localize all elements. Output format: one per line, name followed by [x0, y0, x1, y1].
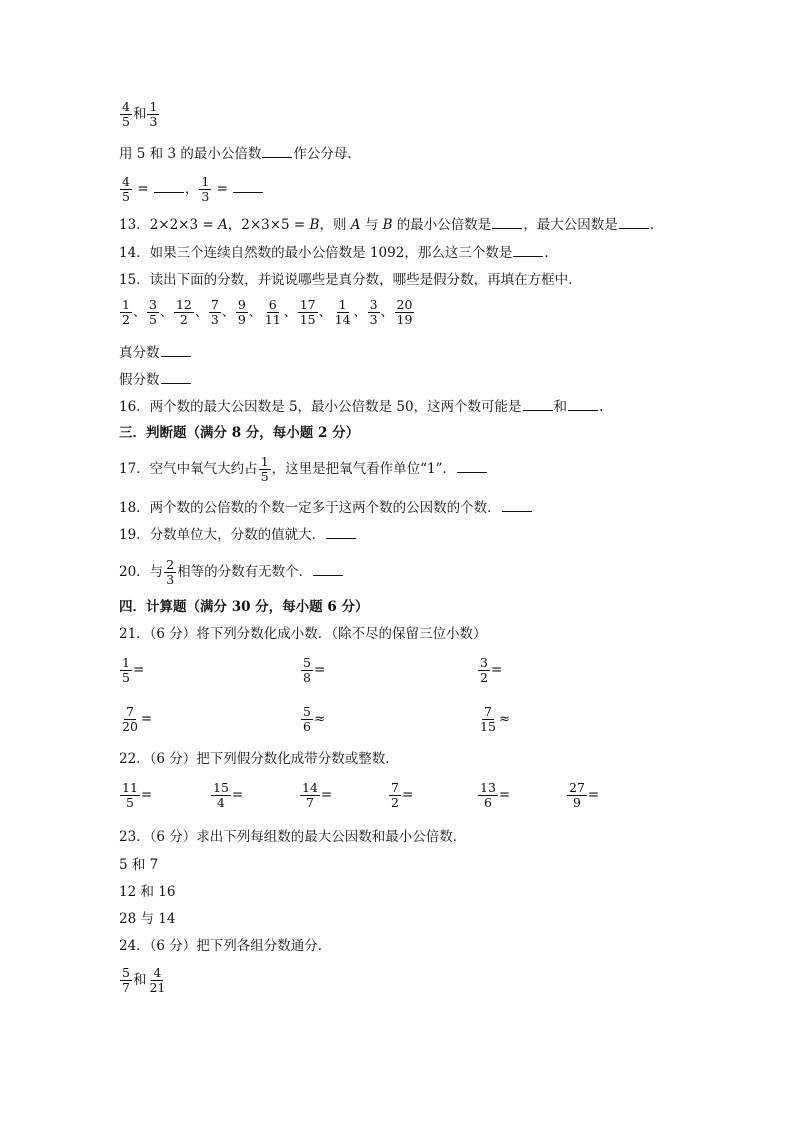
- q22-item: [210, 781, 243, 810]
- separator: 、: [248, 305, 262, 320]
- fraction: [297, 297, 319, 327]
- separator: 、: [221, 305, 235, 320]
- fraction: $\frac{2}{3}$: [166, 557, 175, 587]
- fraction-stack: $\frac{1}{2}$: [122, 297, 130, 327]
- q22-item: [566, 781, 599, 810]
- fraction: [566, 780, 600, 810]
- fraction-stack: $\frac{7}{15}$: [480, 704, 496, 734]
- fraction-stack: $\frac{12}{2}$: [175, 297, 192, 327]
- operator: =: [140, 787, 153, 803]
- question-20: 20．与 $\frac{2}{3}$ 相等的分数有无数个．: [119, 558, 344, 587]
- q24-fraction-pair: $\frac{5}{7}$ 和 $\frac{4}{21}$: [122, 965, 166, 995]
- fraction: [119, 297, 133, 327]
- answer-blank[interactable]: [568, 396, 598, 411]
- operator: ≈: [313, 711, 326, 727]
- operator: =: [498, 787, 511, 803]
- question-23: 23．（6 分）求出下列每组数的最大公因数和最小公倍数．: [119, 829, 467, 845]
- fraction-stack: $\frac{15}{4}$: [213, 780, 229, 810]
- fraction: $\frac{4}{5}$: [122, 174, 130, 204]
- operator: =: [313, 662, 326, 678]
- answer-blank[interactable]: [502, 497, 532, 512]
- fraction-stack: $\frac{7}{20}$: [122, 704, 138, 734]
- operator: ≈: [498, 711, 511, 727]
- q15-improper-fractions: 假分数: [119, 369, 192, 390]
- fraction-stack: $\frac{1}{14}$: [334, 297, 351, 327]
- fraction: [119, 655, 145, 685]
- operator: =: [587, 787, 600, 803]
- fraction-stack: $\frac{9}{9}$: [237, 297, 246, 327]
- fraction-stack: $\frac{13}{6}$: [480, 780, 496, 810]
- question-14: 14．如果三个连续自然数的最小公倍数是 1092，那么这三个数是 .: [119, 242, 549, 263]
- answer-blank[interactable]: [262, 143, 292, 158]
- q23-group-3: 28 与 14: [119, 911, 176, 927]
- q22-item: [299, 781, 332, 810]
- operator: =: [140, 711, 153, 727]
- answer-blank[interactable]: [161, 369, 191, 384]
- q21-item: [300, 705, 325, 734]
- question-17: 17．空气中氧气大约占 $\frac{1}{5}$ ，这里是把氧气看作单位“1”．: [119, 455, 488, 484]
- fraction: [477, 655, 503, 685]
- section-4-heading: 四．计算题（满分 30 分，每小题 6 分）: [119, 599, 369, 615]
- operator: =: [320, 787, 333, 803]
- separator: 、: [159, 305, 173, 320]
- answer-blank[interactable]: [523, 396, 553, 411]
- fraction: [477, 704, 511, 734]
- q21-item: [477, 705, 510, 734]
- q15-fraction-list: [119, 298, 415, 327]
- fraction-stack: $\frac{6}{11}$: [264, 297, 281, 327]
- fraction: [299, 780, 333, 810]
- operator: =: [231, 787, 244, 803]
- fraction: [146, 297, 160, 327]
- q22-item: [477, 781, 510, 810]
- q21-item: [119, 705, 152, 734]
- q21-item: [300, 656, 325, 685]
- answer-blank[interactable]: [326, 524, 356, 539]
- q12-equations: $\frac{4}{5}$ = ， $\frac{1}{3}$ =: [119, 175, 264, 204]
- fraction-stack: $\frac{14}{7}$: [302, 780, 318, 810]
- fraction-stack: $\frac{11}{5}$: [122, 780, 138, 810]
- fraction-stack: $\frac{27}{9}$: [569, 780, 585, 810]
- fraction-stack: $\frac{7}{2}$: [391, 780, 399, 810]
- fraction: $\frac{5}{7}$: [122, 965, 130, 995]
- fraction-stack: $\frac{5}{6}$: [303, 704, 311, 734]
- fraction: [388, 780, 414, 810]
- operator: =: [490, 662, 503, 678]
- fraction: $\frac{1}{5}$: [260, 454, 269, 484]
- fraction: [367, 297, 381, 327]
- fraction: $\frac{1}{3}$: [201, 174, 210, 204]
- answer-blank[interactable]: [161, 342, 191, 357]
- q23-group-2: 12 和 16: [119, 884, 176, 900]
- fraction: [235, 297, 249, 327]
- fraction-stack: $\frac{17}{15}$: [299, 297, 316, 327]
- question-19: 19．分数单位大，分数的值就大．: [119, 524, 357, 545]
- fraction-stack: $\frac{3}{2}$: [480, 655, 488, 685]
- answer-blank[interactable]: [313, 561, 343, 576]
- separator: 、: [353, 305, 367, 320]
- answer-blank[interactable]: [457, 458, 487, 473]
- answer-blank[interactable]: [619, 214, 649, 229]
- answer-blank[interactable]: [492, 214, 522, 229]
- fraction: [173, 297, 195, 327]
- fraction-stack: $\frac{3}{3}$: [369, 297, 378, 327]
- separator: 、: [283, 305, 297, 320]
- fraction-stack: $\frac{5}{8}$: [303, 655, 311, 685]
- fraction: $\frac{4}{21}$: [149, 965, 166, 995]
- section-3-heading: 三．判断题（满分 8 分，每小题 2 分）: [119, 425, 360, 441]
- fraction-stack: $\frac{20}{19}$: [396, 297, 413, 327]
- fraction: $\frac{4}{5}$: [122, 99, 130, 129]
- fraction: [394, 297, 416, 327]
- q23-group-1: 5 和 7: [119, 857, 159, 873]
- fraction: [477, 780, 511, 810]
- answer-blank[interactable]: [513, 242, 543, 257]
- question-15: 15．读出下面的分数，并说说哪些是真分数，哪些是假分数，再填在方框中.: [119, 272, 573, 288]
- q22-item: [119, 781, 152, 810]
- operator: =: [401, 787, 414, 803]
- answer-blank[interactable]: [233, 178, 263, 193]
- fraction: [262, 297, 284, 327]
- fraction: [300, 704, 326, 734]
- question-22: 22．（6 分）把下列假分数化成带分数或整数．: [119, 751, 399, 767]
- fraction: $\frac{1}{3}$: [149, 99, 158, 129]
- fraction-stack: $\frac{1}{5}$: [122, 655, 130, 685]
- q12-instruction: 用 5 和 3 的最小公倍数 作公分母.: [119, 143, 352, 164]
- question-24: 24．（6 分）把下列各组分数通分．: [119, 938, 332, 954]
- operator: =: [132, 662, 145, 678]
- question-16: 16．两个数的最大公因数是 5，最小公倍数是 50，这两个数可能是 和 .: [119, 396, 603, 417]
- separator: 、: [318, 305, 332, 320]
- separator: 、: [380, 305, 394, 320]
- fraction: [208, 297, 222, 327]
- fraction: [332, 297, 354, 327]
- separator: 、: [194, 305, 208, 320]
- separator: 、: [132, 305, 146, 320]
- q21-item: [119, 656, 144, 685]
- fraction-stack: $\frac{7}{3}$: [210, 297, 219, 327]
- question-18: 18．两个数的公倍数的个数一定多于这两个数的公因数的个数．: [119, 497, 533, 518]
- question-13: 13．2×2×3 = A，2×3×5 = B，则 A 与 B 的最小公倍数是 ，最大公因数是 .: [119, 214, 654, 235]
- question-21: 21．（6 分）将下列分数化成小数．（除不尽的保留三位小数）: [119, 626, 487, 642]
- q22-item: [388, 781, 413, 810]
- fraction-stack: $\frac{3}{5}$: [148, 297, 157, 327]
- q15-proper-fractions: 真分数: [119, 342, 192, 363]
- answer-blank[interactable]: [154, 178, 184, 193]
- q21-item: [477, 656, 502, 685]
- fraction: [119, 780, 153, 810]
- q12-fraction-pair: $\frac{4}{5}$ 和 $\frac{1}{3}$: [122, 99, 158, 129]
- fraction: [300, 655, 326, 685]
- fraction: [119, 704, 153, 734]
- fraction: [210, 780, 244, 810]
